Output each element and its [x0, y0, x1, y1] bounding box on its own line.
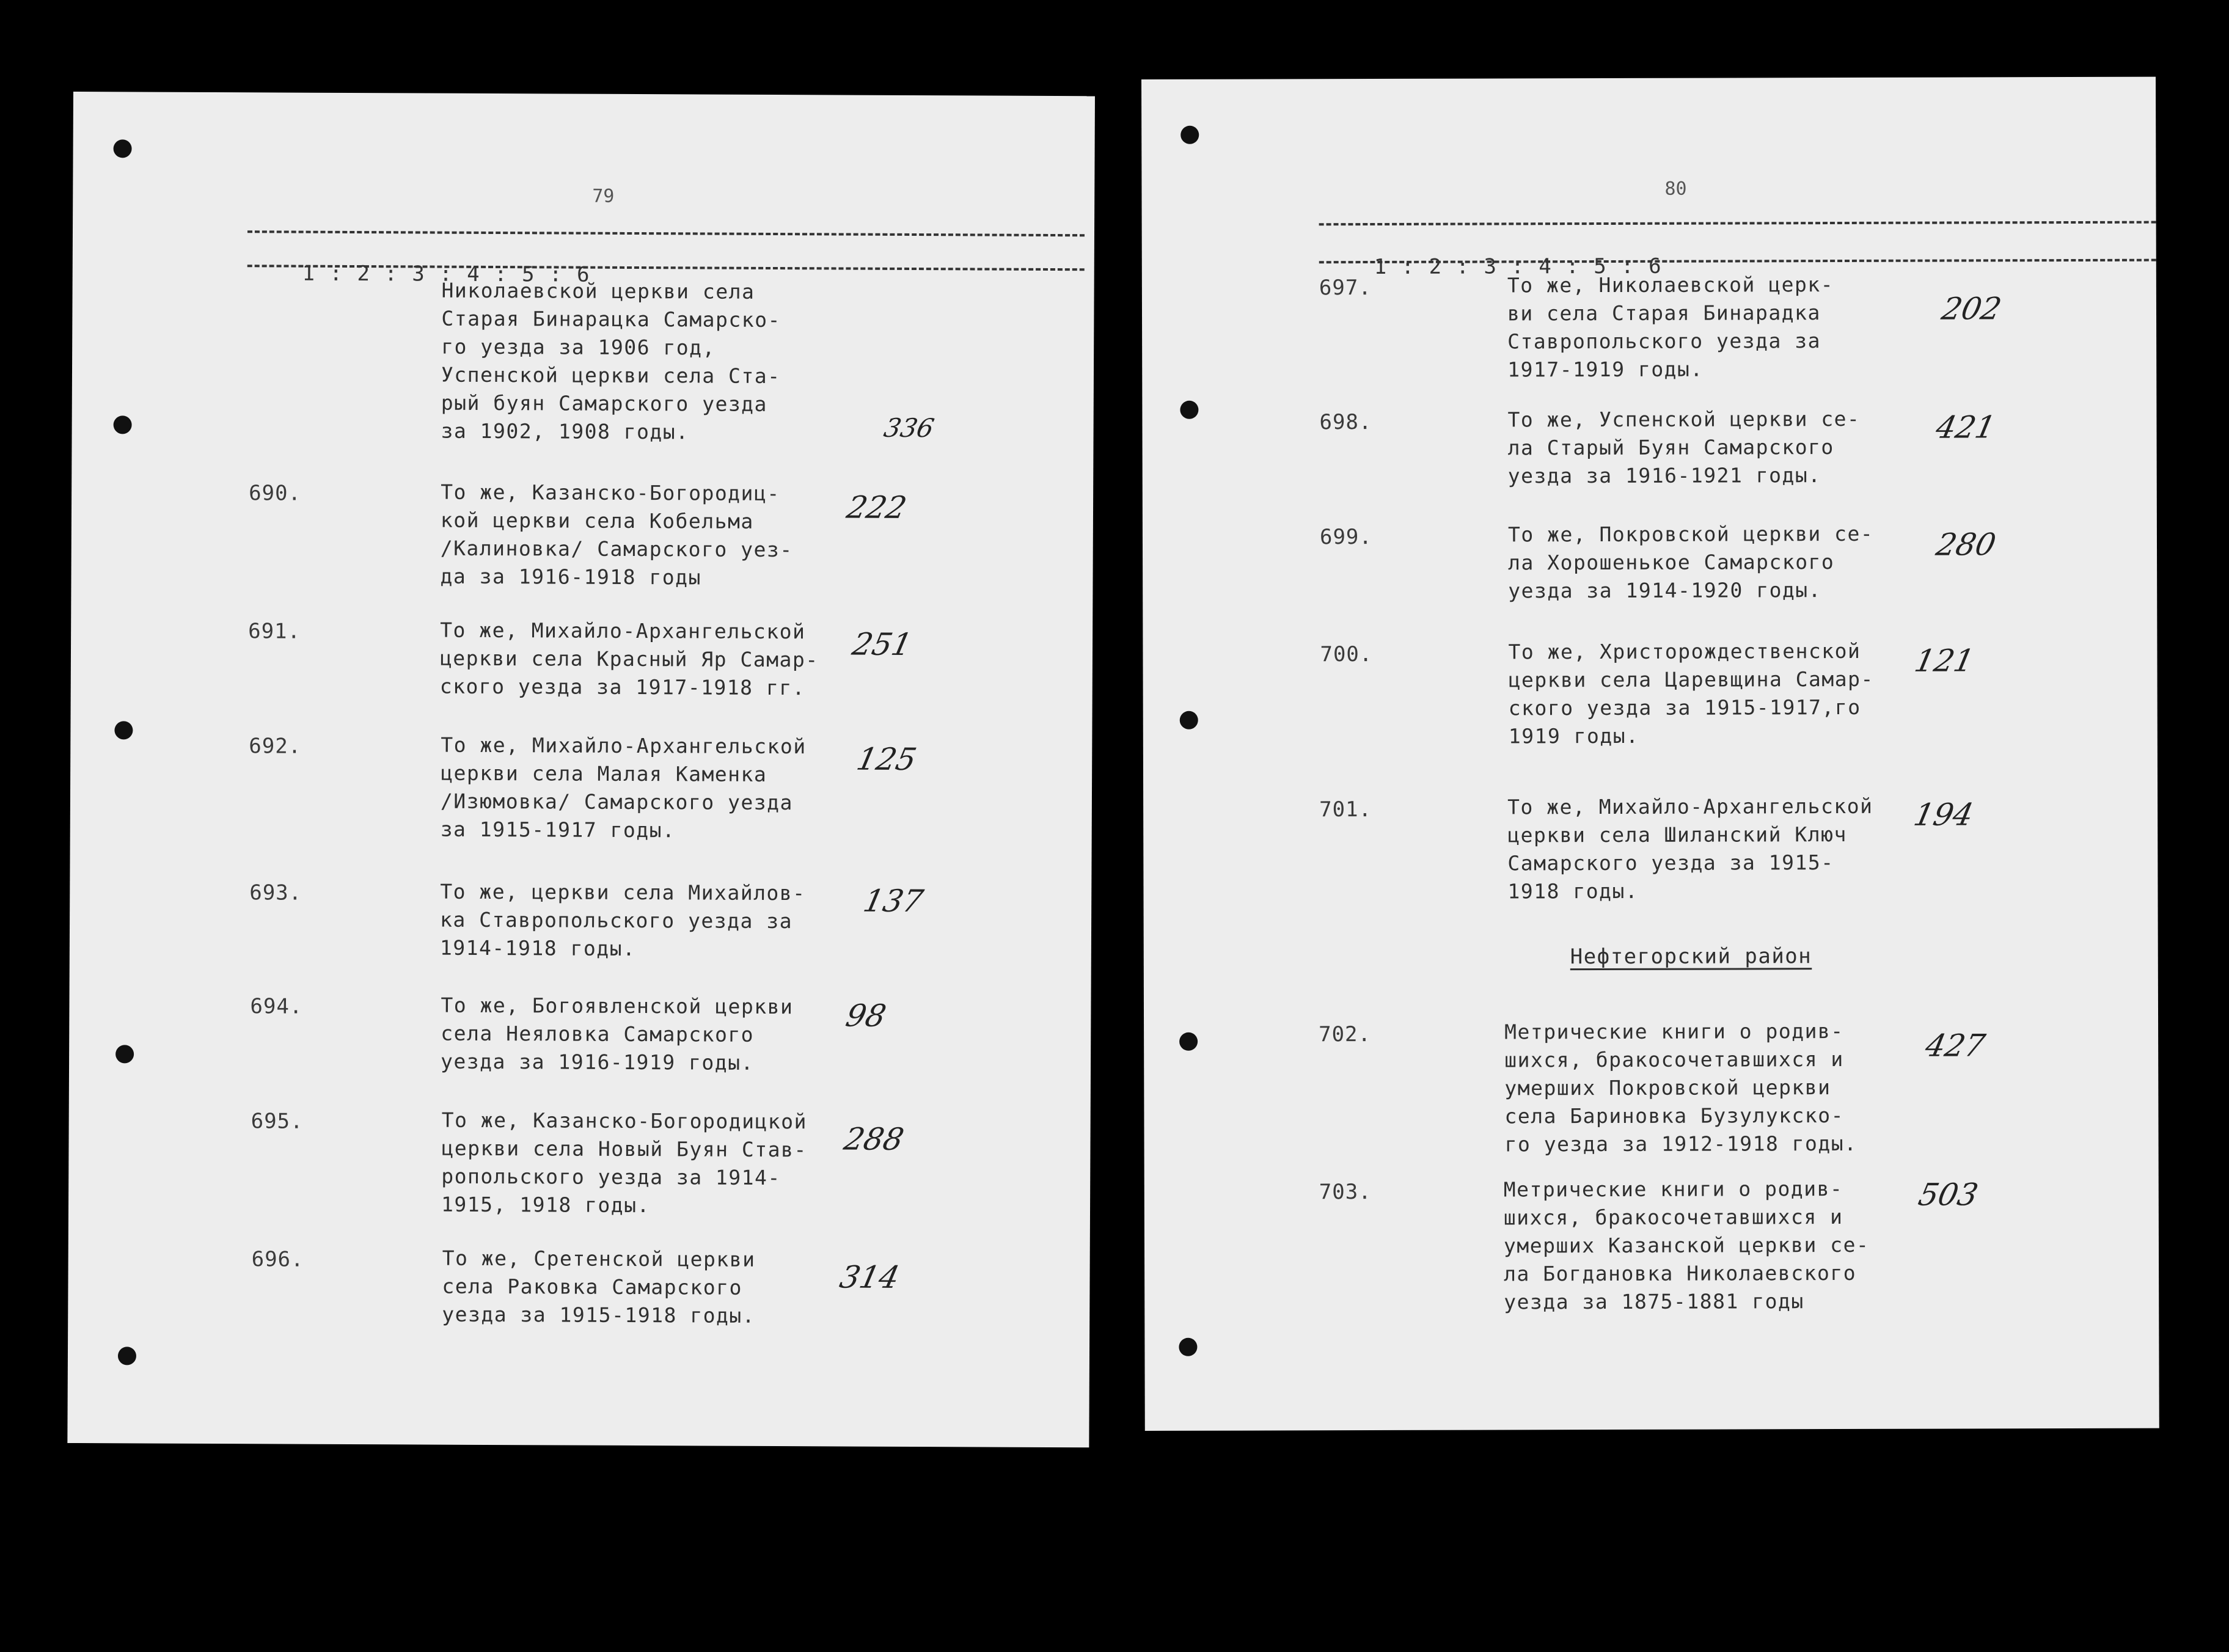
- item-count: 336: [881, 412, 937, 444]
- item-count: 137: [860, 883, 926, 919]
- entry-number: 692.: [249, 734, 302, 759]
- entry-description: То же, Покровской церкви се- ла Хорошенькое Самарского уезда за 1914-1920 годы.: [1507, 521, 1874, 603]
- entry-number: 694.: [250, 994, 303, 1019]
- entry-number: 690.: [249, 481, 302, 506]
- entry-description: То же, Богоявленской церкви села Неяловка Самарского уезда за 1916-1919 годы.: [440, 993, 794, 1075]
- punch-hole: [114, 415, 132, 434]
- entry-description: То же, Николаевской церк- ви села Старая Бинарадка Ставропольского уезда за 1917-1919 годы.: [1507, 272, 1834, 382]
- entry-number: 703.: [1319, 1180, 1372, 1205]
- item-count: 427: [1922, 1028, 1988, 1064]
- page-number: 79: [592, 185, 615, 207]
- item-count: 288: [841, 1121, 907, 1157]
- entry-description: Николаевской церкви села Старая Бинарацка Самарско- го уезда за 1906 год, Успенской церкви села Ста- рый буян Самарского уезда за 1902, 1908 годы.: [441, 278, 781, 444]
- item-count: 194: [1911, 797, 1977, 833]
- item-count: 222: [843, 489, 910, 525]
- entry-number: 697.: [1319, 276, 1372, 301]
- item-count: 503: [1915, 1177, 1982, 1213]
- entry-description: То же, Сретенской церкви села Раковка Самарского уезда за 1915-1918 годы.: [442, 1246, 756, 1328]
- column-header-text: 1 : 2 : 3 : 4 : 5 : 6: [1374, 254, 1663, 280]
- column-header-text: 1 : 2 : 3 : 4 : 5 : 6: [302, 261, 591, 287]
- entry-number: 699.: [1319, 525, 1372, 550]
- item-count: 251: [849, 626, 915, 662]
- item-count: 125: [853, 741, 920, 777]
- item-count: 98: [843, 998, 890, 1034]
- entry-number: 700.: [1320, 642, 1373, 667]
- entry-number: 693.: [249, 880, 302, 905]
- item-count: 314: [836, 1259, 903, 1295]
- item-count: 202: [1938, 291, 2005, 327]
- item-count: 121: [1911, 643, 1978, 679]
- entry-description: То же, Михайло-Архангельской церкви села Красный Яр Самар- ского уезда за 1917-1918 гг.: [439, 618, 819, 700]
- punch-hole: [118, 1347, 136, 1365]
- header-rule-top: [1319, 221, 2156, 226]
- entry-number: 698.: [1319, 410, 1372, 435]
- entry-number: 701.: [1319, 797, 1372, 822]
- entry-description: То же, Михайло-Архангельской церкви села Малая Каменка /Изюмовка/ Самарского уезда за 1915-1917 годы.: [440, 733, 807, 842]
- entry-description: То же, Успенской церкви се- ла Старый Буян Самарского уезда за 1916-1921 годы.: [1507, 406, 1861, 488]
- punch-hole: [1179, 1032, 1198, 1051]
- entry-number: 695.: [251, 1109, 304, 1134]
- entry-description: Метрические книги о родив- шихся, бракосочетавшихся и умерших Покровской церкви села Бариновка Бузулукско- го уезда за 1912-1918 годы.: [1504, 1018, 1858, 1157]
- entry-description: То же, Михайло-Архангельской церкви села Шиланский Ключ Самарского уезда за 1915- 1918 годы.: [1507, 794, 1873, 904]
- punch-hole: [1180, 711, 1198, 729]
- punch-hole: [114, 139, 132, 158]
- page-number: 80: [1664, 178, 1687, 200]
- punch-hole: [1180, 126, 1199, 144]
- entry-number: 696.: [251, 1247, 304, 1272]
- entry-description: То же, Казанско-Богородиц- кой церкви села Кобельма /Калиновка/ Самарского уез- да за 1916-1918 годы: [440, 480, 793, 590]
- document-page-left: [67, 92, 1095, 1447]
- section-heading: Нефтегорский район: [1570, 944, 1812, 970]
- entry-number: 702.: [1319, 1022, 1372, 1047]
- item-count: 421: [1933, 409, 1999, 445]
- header-rule-top: [247, 230, 1085, 236]
- punch-hole: [1179, 1338, 1197, 1356]
- document-page-right: [1141, 77, 2159, 1431]
- punch-hole: [115, 1045, 134, 1063]
- entry-description: То же, Христорождественской церкви села Царевщина Самар- ского уезда за 1915-1917,го 1919 годы.: [1508, 638, 1874, 748]
- punch-hole: [114, 721, 133, 739]
- item-count: 280: [1933, 527, 1999, 563]
- entry-number: 691.: [248, 619, 301, 644]
- entry-description: Метрические книги о родив- шихся, бракосочетавшихся и умерших Казанской церкви се- ла Богдановка Николаевского уезда за 1875-1881 годы: [1503, 1177, 1870, 1314]
- entry-description: То же, Казанско-Богородицкой церкви села Новый Буян Став- ропольского уезда за 1914- 1915, 1918 годы.: [441, 1108, 808, 1218]
- entry-description: То же, церкви села Михайлов- ка Ставропольского уезда за 1914-1918 годы.: [439, 879, 806, 961]
- punch-hole: [1180, 401, 1198, 419]
